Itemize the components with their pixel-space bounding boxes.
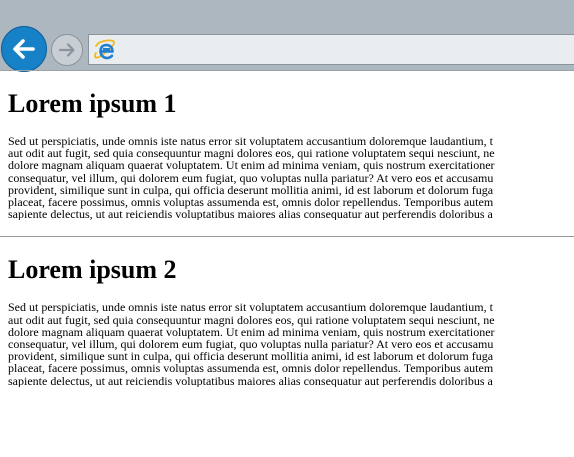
address-input[interactable] <box>121 37 574 62</box>
paragraph-line: sapiente delectus, ut aut reiciendis voluptatibus maiores alias consequatur aut perferendis doloribus a <box>8 207 493 221</box>
address-bar[interactable] <box>88 34 574 65</box>
paragraph-line: consequatur, vel illum, qui dolorem eum fugiat, quo voluptas nulla pariatur? At vero eos et accusamu <box>8 337 494 352</box>
content-section <box>0 89 574 220</box>
forward-arrow-icon <box>52 35 82 65</box>
section-heading: Lorem ipsum 1 <box>8 89 177 118</box>
paragraph-line: Sed ut perspiciatis, unde omnis iste natus error sit voluptatem accusantium doloremque laudantium, t <box>8 135 493 148</box>
paragraph-line: dolore magnam aliquam quaerat voluptatem. Ut enim ad minima veniam, quis nostrum exercitationer <box>8 158 495 173</box>
internet-explorer-icon <box>93 38 117 62</box>
paragraph-line: dolore magnam aliquam quaerat voluptatem. Ut enim ad minima veniam, quis nostrum exercitationer <box>8 324 495 339</box>
paragraph-line: placeat, facere possimus, omnis voluptas assumenda est, omnis dolor repellendus. Temporibus autem <box>8 195 494 210</box>
browser-toolbar <box>0 0 574 71</box>
section-paragraph <box>8 135 574 220</box>
paragraph-line: placeat, facere possimus, omnis voluptas assumenda est, omnis dolor repellendus. Temporibus autem <box>8 361 494 376</box>
paragraph-line: sapiente delectus, ut aut reiciendis voluptatibus maiores alias consequatur aut perferendis doloribus a <box>8 373 493 387</box>
paragraph-line: provident, similique sunt in culpa, qui officia deserunt mollitia animi, id est laborum et dolorum fuga <box>8 349 494 364</box>
section-divider <box>0 236 574 237</box>
paragraph-line: provident, similique sunt in culpa, qui officia deserunt mollitia animi, id est laborum et dolorum fuga <box>8 182 494 197</box>
forward-button[interactable] <box>51 34 83 66</box>
section-paragraph <box>8 301 574 386</box>
paragraph-line: consequatur, vel illum, qui dolorem eum fugiat, quo voluptas nulla pariatur? At vero eos et accusamu <box>8 170 494 185</box>
paragraph-line: aut odit aut fugit, sed quia consequuntur magni dolores eos, qui ratione voluptatem sequi nesciunt, ne <box>8 146 495 161</box>
back-button[interactable] <box>1 26 47 72</box>
paragraph-line: Sed ut perspiciatis, unde omnis iste natus error sit voluptatem accusantium doloremque laudantium, t <box>8 301 493 315</box>
section-heading: Lorem ipsum 2 <box>8 255 177 285</box>
content-section <box>0 255 574 386</box>
paragraph-line: aut odit aut fugit, sed quia consequuntur magni dolores eos, qui ratione voluptatem sequi nesciunt, ne <box>8 312 495 327</box>
back-arrow-icon <box>2 27 46 71</box>
page-content <box>0 71 574 457</box>
